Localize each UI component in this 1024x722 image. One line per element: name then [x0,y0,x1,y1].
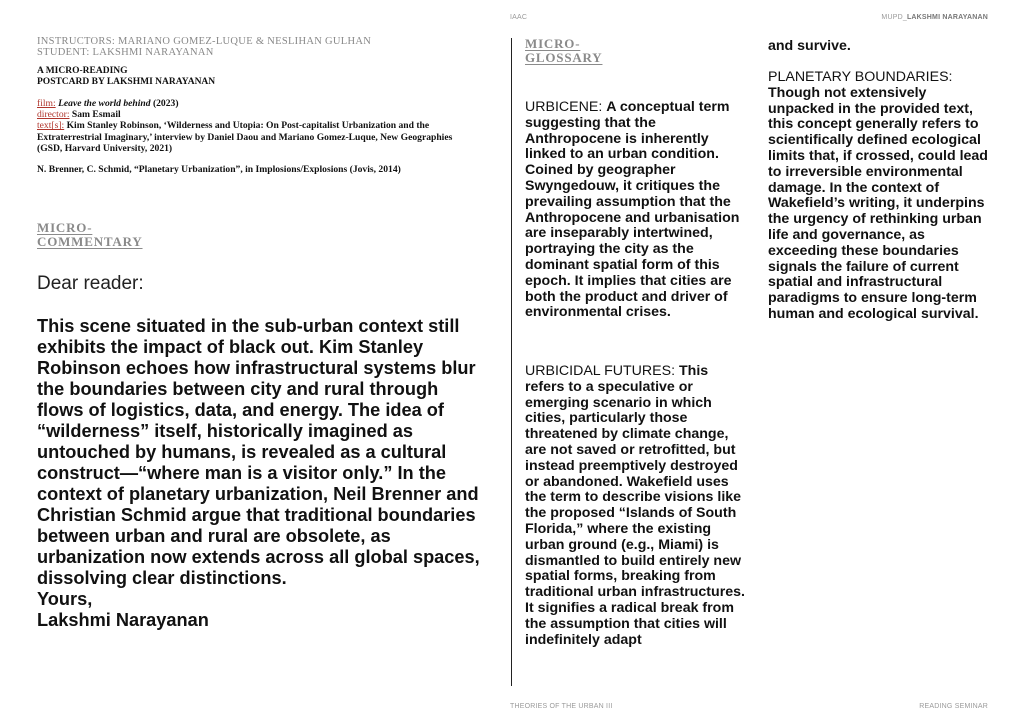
planetary-term: PLANETARY BOUNDARIES: [768,69,953,85]
postcard-heading [37,66,477,88]
glossary-entry-urbicene [525,100,747,321]
texts-value: Kim Stanley Robinson, ‘Wilderness and Utopia: On Post-capitalist Urbanization and the Extraterrestrial Imaginary,’ interview by Daniel Daou and Mariano Gomez-Luque, New Geographies (GSD, Harvard University, 2021) [37,120,453,154]
header-right-prefix: MUPD_ [881,14,907,21]
reference-line: N. Brenner, C. Schmid, “Planetary Urbanization”, in Implosions/Explosions (Jovis, 2014) [37,164,401,176]
student-line: STUDENT: LAKSHMI NARAYANAN [37,47,214,58]
commentary-title-line-1: MICRO- [37,220,93,235]
glossary-title [525,37,602,65]
commentary-title [37,221,143,249]
commentary-body [37,316,485,631]
urbicene-definition: A conceptual term suggesting that the Anthropocene is inherently linked to an urban condition. Coined by geographer Swyngedouw, it critiques the prevailing assumption that the Anthropocene and urbanisation are inseparably intertwined, portraying the city as the dominant spatial form of this epoch. It implies that cities are both the product and driver of environmental crises. [525,99,740,321]
signature: Lakshmi Narayanan [37,610,209,630]
urbicidal-continuation [768,39,992,55]
glossary-entry-planetary [768,70,996,323]
postcard-line-2: POSTCARD BY LAKSHMI NARAYANAN [37,77,216,87]
header-right [881,14,988,21]
glossary-title-line-1: MICRO- [525,36,581,51]
film-line [37,98,477,109]
film-label: film: [37,98,56,109]
urbicidal-continuation-text: and survive. [768,38,851,54]
commentary-title-line-2: COMMENTARY [37,234,143,249]
footer-right: READING SEMINAR [919,703,988,710]
film-meta [37,98,477,154]
urbicidal-definition: This refers to a speculative or emerging scenario in which cities, particularly those threatened by climate change, are not saved or retrofitted, but instead preemptively destroyed or abandoned. Wakefield uses the term to describe visions like the proposed “Islands of South Florida,” where the existing urban ground (e.g., Miami) is dismantled to build entirely new spatial forms, breaking from traditional urban infrastructures. It signifies a radical break from the assumption that cities will indefinitely adapt [525,363,745,648]
instructors-line: INSTRUCTORS: MARIANO GOMEZ-LUQUE & NESLIHAN GULHAN [37,36,372,47]
commentary-paragraph: This scene situated in the sub-urban context still exhibits the impact of black out. Kim Stanley Robinson echoes how infrastructural systems blur the boundaries between city and rural through flows of logistics, data, and energy. The idea of “wilderness” itself, historically imagined as untouched by humans, is revealed as a cultural construct—“where man is a visitor only.” In the context of planetary urbanization, Neil Brenner and Christian Schmid argue that traditional boundaries between urban and rural are obsolete, as urbanization now extends across all global spaces, dissolving clear distinctions. [37,316,480,588]
glossary-entry-urbicidal [525,364,747,648]
film-title: Leave the world behind [58,98,151,109]
director-label: director: [37,109,70,121]
credits-block [37,36,477,175]
director-name: Sam Esmail [71,109,121,121]
greeting: Dear reader: [37,273,144,294]
urbicene-term: URBICENE: [525,99,603,115]
header-center: IAAC [510,14,528,21]
column-divider [511,38,512,686]
texts-label: text[s]: [37,120,65,132]
closing: Yours, [37,589,93,609]
urbicidal-term: URBICIDAL FUTURES: [525,363,676,379]
planetary-definition: Though not extensively unpacked in the provided text, this concept generally refers to scientifically defined ecological limits that, if crossed, could lead to irreversible environmental damage. In the context of Wakefield’s writing, it underpins the urgency of rethinking urban life and governance, as exceeding these boundaries signals the failure of current spatial and infrastructural paradigms to ensure long-term human and ecological survival. [768,84,988,322]
glossary-title-line-2: GLOSSARY [525,50,603,65]
director-line [37,109,477,120]
header-right-name: LAKSHMI NARAYANAN [906,14,988,21]
film-year: (2023) [152,98,179,109]
postcard-line-1: A MICRO-READING [37,66,128,76]
texts-line [37,120,477,154]
footer-center: THEORIES OF THE URBAN III [510,703,613,710]
